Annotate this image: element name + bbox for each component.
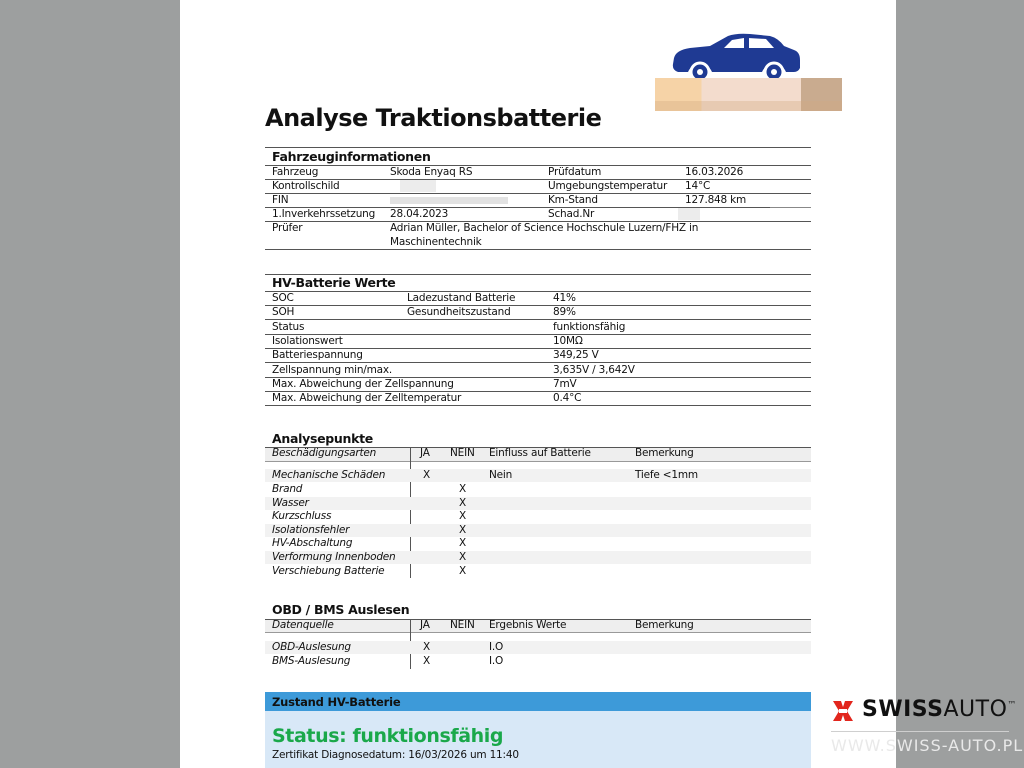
analyse-row-shade xyxy=(265,497,811,510)
label-inverkehr: 1.Inverkehrssetzung xyxy=(272,208,376,220)
hv-row-divider xyxy=(265,305,811,306)
hv-row-label: Isolationswert xyxy=(272,334,343,347)
analyse-row-label: Kurzschluss xyxy=(272,510,332,523)
page-title: Analyse Traktionsbatterie xyxy=(265,104,602,132)
analyse-row-nein: X xyxy=(459,483,466,495)
value-kmstand: 127.848 km xyxy=(685,194,747,206)
label-pruefdatum: Prüfdatum xyxy=(548,166,602,178)
hv-row-divider xyxy=(265,334,811,335)
analyse-header-nein: NEIN xyxy=(450,447,475,459)
value-pruefdatum: 16.03.2026 xyxy=(685,166,744,178)
zustand-zertifikat: Zertifikat Diagnosedatum: 16/03/2026 um 11:40 xyxy=(272,749,519,761)
redacted-fin xyxy=(390,197,508,204)
hv-row-divider xyxy=(265,319,811,320)
label-fin: FIN xyxy=(272,194,289,206)
hv-row-value: 0.4°C xyxy=(553,392,582,405)
obd-row-label: OBD-Auslesung xyxy=(272,641,351,653)
obd-header-nein: NEIN xyxy=(450,619,475,631)
hv-row-value: 89% xyxy=(553,306,576,319)
analyse-row-nein: X xyxy=(459,510,466,523)
redacted-logo-area xyxy=(655,78,842,111)
label-umgebung: Umgebungstemperatur xyxy=(548,180,668,192)
hv-section-title: HV-Batterie Werte xyxy=(272,275,396,290)
hv-row-label: Max. Abweichung der Zelltemperatur xyxy=(272,392,462,405)
analyse-row-bemerkung: Tiefe <1mm xyxy=(635,469,698,481)
hv-row-value: 10MΩ xyxy=(553,334,583,347)
analyse-row-nein: X xyxy=(459,496,466,509)
obd-header-col1: Datenquelle xyxy=(272,619,334,631)
hv-row-label: SOC xyxy=(272,292,294,304)
hv-row-value: 41% xyxy=(553,292,576,304)
label-pruefer: Prüfer xyxy=(272,222,303,234)
analyse-row-nein: X xyxy=(459,564,466,577)
analyse-row-ja: X xyxy=(423,469,430,481)
redacted-kontrollschild xyxy=(400,180,436,192)
hv-row-label: Max. Abweichung der Zellspannung xyxy=(272,377,454,390)
obd-section-title: OBD / BMS Auslesen xyxy=(272,602,410,617)
report-page xyxy=(180,0,896,768)
vehicle-section-title: Fahrzeuginformationen xyxy=(272,149,431,164)
analyse-header-bemerkung: Bemerkung xyxy=(635,447,694,459)
hv-row-label: SOH xyxy=(272,306,295,319)
label-kmstand: Km-Stand xyxy=(548,194,598,206)
hv-row-label: Status xyxy=(272,320,305,333)
obd-header-bemerkung: Bemerkung xyxy=(635,619,694,631)
analyse-row-label: Mechanische Schäden xyxy=(272,469,386,481)
analyse-row-label: Verformung Innenboden xyxy=(272,551,396,563)
zustand-title: Zustand HV-Batterie xyxy=(272,695,401,709)
analyse-header-ja: JA xyxy=(420,447,430,459)
analyse-row-label: Verschiebung Batterie xyxy=(272,564,385,577)
analyse-header-einfluss: Einfluss auf Batterie xyxy=(489,447,591,459)
value-pruefer-line1: Adrian Müller, Bachelor of Science Hochschule Luzern/FHZ in xyxy=(390,222,699,234)
analyse-row-label: HV-Abschaltung xyxy=(272,537,353,550)
obd-row-ergebnis: I.O xyxy=(489,641,504,653)
obd-row-ergebnis: I.O xyxy=(489,655,504,667)
obd-header-ja: JA xyxy=(420,619,430,631)
hv-row-label: Zellspannung min/max. xyxy=(272,363,393,376)
hv-row-desc: Gesundheitszustand xyxy=(407,306,511,319)
value-pruefer-line2: Maschinentechnik xyxy=(390,236,482,248)
label-schadnr: Schad.Nr xyxy=(548,208,595,220)
analyse-row-nein: X xyxy=(459,523,466,536)
zustand-status: Status: funktionsfähig xyxy=(272,725,504,747)
analyse-row-label: Wasser xyxy=(272,496,309,509)
analyse-row-label: Isolationsfehler xyxy=(272,523,350,536)
redacted-schadnr xyxy=(678,208,700,220)
label-fahrzeug: Fahrzeug xyxy=(272,166,319,178)
hv-row-value: 3,635V / 3,642V xyxy=(553,363,635,376)
obd-row-label: BMS-Auslesung xyxy=(272,655,351,667)
hv-row-desc: Ladezustand Batterie xyxy=(407,292,516,304)
value-inverkehr: 28.04.2023 xyxy=(390,208,449,220)
analyse-row-nein: X xyxy=(459,537,466,550)
obd-row-ja: X xyxy=(423,641,430,653)
analyse-header-col1: Beschädigungsarten xyxy=(272,447,377,459)
label-kontrollschild: Kontrollschild xyxy=(272,180,340,192)
swissauto-logo-text: SWISSAUTO™ xyxy=(862,697,1017,722)
analyse-section-title: Analysepunkte xyxy=(272,431,373,446)
hv-row-value: 349,25 V xyxy=(553,349,599,362)
value-fahrzeug: Skoda Enyaq RS xyxy=(390,166,473,178)
hv-row-value: 7mV xyxy=(553,377,577,390)
hv-row-value: funktionsfähig xyxy=(553,320,626,333)
hv-row-divider xyxy=(265,405,811,406)
car-logo-icon xyxy=(670,28,802,80)
logo-divider xyxy=(831,731,1009,732)
swissauto-url: WWW.SWISS-AUTO.PL xyxy=(831,736,1024,755)
obd-header-ergebnis: Ergebnis Werte xyxy=(489,619,567,631)
analyse-row-einfluss: Nein xyxy=(489,469,513,481)
analyse-row-label: Brand xyxy=(272,483,303,495)
obd-row-ja: X xyxy=(423,655,430,667)
hv-row-label: Batteriespannung xyxy=(272,349,363,362)
swissauto-cross-icon xyxy=(830,698,856,724)
value-umgebung: 14°C xyxy=(685,180,711,192)
analyse-row-nein: X xyxy=(459,551,466,563)
